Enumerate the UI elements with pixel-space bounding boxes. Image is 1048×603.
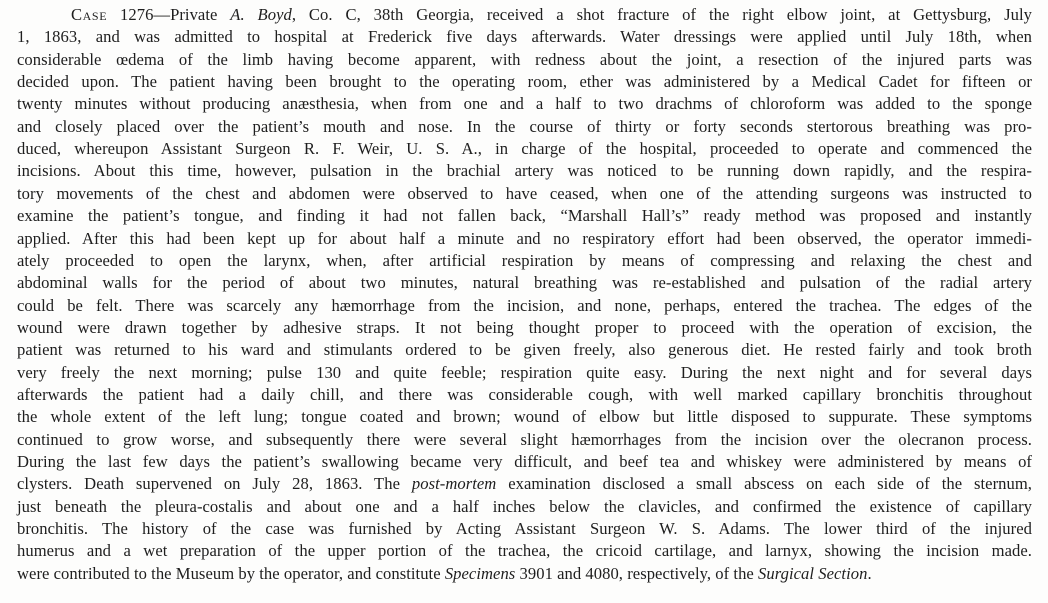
text-line: very freely the next morning; pulse 130 and quite feeble; respiration quite easy. During the next night and for several days bbox=[17, 362, 1032, 382]
text-line: were contributed to the Museum by the operator, and constitute Specimens 3901 and 4080, respectively, of the Surgical Section. bbox=[17, 563, 872, 583]
text-line: continued to grow worse, and subsequently there were several slight hæmorrhages from the incision over the olecranon process. bbox=[17, 429, 1032, 449]
text-line: tory movements of the chest and abdomen were observed to have ceased, when one of the attending surgeons was instructed to bbox=[17, 183, 1032, 203]
text-line: examine the patient’s tongue, and finding it had not fallen back, “Marshall Hall’s” ready method was proposed and instantly bbox=[17, 206, 1032, 226]
text-line: and closely placed over the patient’s mouth and nose. In the course of thirty or forty seconds stertorous breathing was pro- bbox=[17, 116, 1032, 136]
text-line: patient was returned to his ward and stimulants ordered to be given freely, also generous diet. He rested fairly and took broth bbox=[17, 340, 1032, 360]
case-label: Case bbox=[71, 5, 108, 24]
text-line: clysters. Death supervened on July 28, 1863. The post-mortem examination disclosed a small abscess on each side of the sternum, bbox=[17, 474, 1032, 494]
italic-term: Surgical Section bbox=[758, 563, 868, 583]
text-line: duced, whereupon Assistant Surgeon R. F. Weir, U. S. A., in charge of the hospital, proceeded to operate and commenced the bbox=[17, 139, 1032, 159]
case-number: 1276 bbox=[120, 5, 154, 24]
text-line: humerus and a wet preparation of the upper portion of the trachea, the cricoid cartilage, and larnyx, showing the incision made. bbox=[17, 541, 1032, 561]
text-line: incisions. About this time, however, pulsation in the brachial artery was noticed to be running down rapidly, and the respira- bbox=[17, 161, 1032, 181]
text-line: During the last few days the patient’s swallowing became very difficult, and beef tea and whiskey were administered by means of bbox=[17, 452, 1032, 471]
text-line: just beneath the pleura-costalis and about one and a half inches below the clavicles, and confirmed the existence of capillary bbox=[17, 496, 1032, 516]
text-line: ately proceeded to open the larynx, when, after artificial respiration by means of compressing and relaxing the chest and bbox=[17, 250, 1032, 270]
text-line: bronchitis. The history of the case was furnished by Acting Assistant Surgeon W. S. Adams. The lower third of the injured bbox=[17, 519, 1032, 539]
text-line: the whole extent of the left lung; tongue coated and brown; wound of elbow but little disposed to suppurate. These symptoms bbox=[17, 407, 1032, 427]
text-line: could be felt. There was scarcely any hæmorrhage from the incision, and none, perhaps, entered the trachea. The edges of the bbox=[17, 295, 1032, 315]
text-line: 1, 1863, and was admitted to hospital at Frederick five days afterwards. Water dressings were applied until July 18th, when bbox=[17, 27, 1032, 47]
text-line: abdominal walls for the period of about two minutes, natural breathing was re-established and pulsation of the radial artery bbox=[17, 273, 1032, 293]
text-line: considerable œdema of the limb having become apparent, with redness about the joint, a resection of the injured parts was bbox=[17, 49, 1032, 69]
text-line: afterwards the patient had a daily chill, and there was considerable cough, with well marked capillary bronchitis throughout bbox=[17, 384, 1032, 404]
text-line: decided upon. The patient having been brought to the operating room, ether was administered by a Medical Cadet for fifteen or bbox=[17, 72, 1032, 92]
text-line: Case 1276—Private A. Boyd, Co. C, 38th Georgia, received a shot fracture of the right elbow joint, at Gettysburg, July bbox=[71, 5, 1032, 24]
italic-term: post-mortem bbox=[411, 474, 497, 494]
text-line: wound were drawn together by adhesive straps. It not being thought proper to proceed with the operation of excision, the bbox=[17, 317, 1032, 337]
text-line: applied. After this had been kept up for about half a minute and no respiratory effort had been observed, the operator immedi- bbox=[17, 228, 1032, 248]
italic-term: Specimens bbox=[444, 563, 516, 583]
italic-term: A. Boyd bbox=[230, 5, 292, 24]
text-line: twenty minutes without producing anæsthesia, when from one and a half to two drachms of chloroform was added to the sponge bbox=[17, 94, 1032, 114]
